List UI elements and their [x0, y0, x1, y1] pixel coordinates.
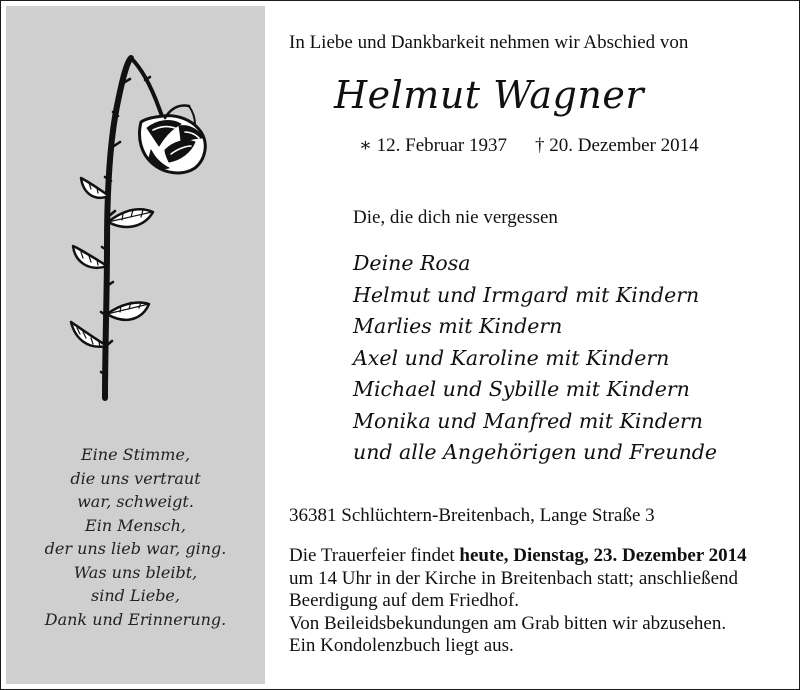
poem: [6, 443, 265, 631]
family-entry: Deine Rosa: [353, 251, 471, 275]
poem-line: Eine Stimme,: [80, 445, 191, 464]
funeral-line: Ein Kondolenzbuch liegt aus.: [289, 635, 514, 656]
funeral-line: um 14 Uhr in der Kirche in Breitenbach statt; anschließend: [289, 567, 739, 589]
birth-date: ∗ 12. Februar 1937: [359, 135, 508, 156]
death-date: † 20. Dezember 2014: [535, 135, 699, 156]
family-entry: Monika und Manfred mit Kindern: [353, 408, 703, 433]
family-list: [353, 248, 717, 469]
funeral-line-text: Die Trauerfeier findet: [289, 545, 460, 566]
family-entry: Marlies mit Kindern: [353, 314, 563, 338]
family-entry: Michael und Sybille mit Kindern: [353, 377, 690, 401]
life-dates: [359, 134, 699, 157]
family-entry: Helmut und Irmgard mit Kindern: [353, 282, 700, 307]
wilted-rose-icon: [61, 46, 221, 416]
funeral-line: Von Beileidsbekundungen am Grab bitten wir abzusehen.: [289, 612, 727, 634]
poem-line: der uns lieb war, ging.: [44, 539, 227, 558]
address: 36381 Schlüchtern-Breitenbach, Lange Straße 3: [289, 505, 655, 526]
poem-line: war, schweigt.: [77, 492, 194, 511]
intro-text: In Liebe und Dankbarkeit nehmen wir Abschied von: [289, 32, 689, 53]
family-entry: und alle Angehörigen und Freunde: [353, 440, 718, 464]
poem-line: Dank und Erinnerung.: [44, 609, 227, 629]
funeral-line: Beerdigung auf dem Friedhof.: [289, 590, 520, 611]
deceased-name: Helmut Wagner: [334, 73, 644, 117]
funeral-date: heute, Dienstag, 23. Dezember 2014: [459, 545, 747, 566]
poem-line: Ein Mensch,: [85, 515, 186, 535]
poem-line: die uns vertraut: [70, 468, 201, 488]
poem-line: Was uns bleibt,: [73, 562, 198, 582]
remember-line: Die, die dich nie vergessen: [353, 207, 558, 228]
funeral-line: [289, 545, 747, 568]
poem-line: sind Liebe,: [91, 586, 180, 605]
funeral-info: [289, 545, 747, 658]
left-panel: [6, 6, 265, 684]
family-entry: Axel und Karoline mit Kindern: [353, 345, 670, 370]
